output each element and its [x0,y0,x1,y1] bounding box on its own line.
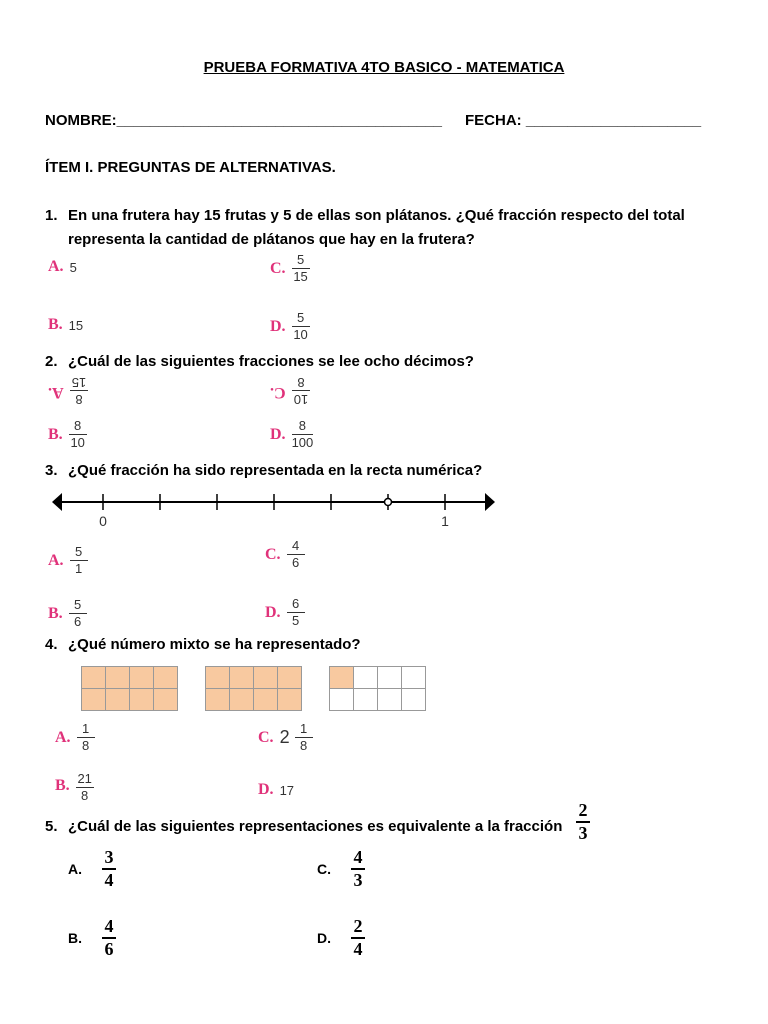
grid-cell [82,667,106,689]
grid-cell [378,689,402,711]
option-letter: D. [270,317,286,335]
fraction [77,722,95,753]
grid-cell [354,689,378,711]
section-heading: ÍTEM I. PREGUNTAS DE ALTERNATIVAS. [45,159,336,176]
numerator: 4 [104,916,114,936]
numerator: 5 [296,310,305,325]
option-letter: B. [68,930,82,946]
grid-cell [378,667,402,689]
numerator: 1 [299,721,308,736]
denominator: 8 [81,788,89,802]
denominator: 4 [104,870,114,890]
grid-cell [330,689,354,711]
grid-cell [354,667,378,689]
grid-cell [106,689,130,711]
q3-option-b[interactable] [48,598,87,629]
fraction-grid-2 [205,666,302,711]
denominator: 8 [296,375,305,390]
option-letter: D. [258,781,274,798]
option-letter: C. [265,545,281,563]
numerator: 1 [81,721,90,736]
fraction [292,375,310,406]
grid-cell [278,689,302,711]
numerator: 2 [578,800,588,820]
question-text [68,204,733,252]
q2-option-b[interactable] [48,419,87,450]
denominator: 15 [293,269,308,284]
fraction [70,375,88,406]
question-text-line-1: En una frutera hay 15 frutas y 5 de ellas son plátanos. ¿Qué fracción respecto del total [68,207,685,224]
numerator: 8 [74,392,83,407]
fraction [102,848,116,890]
fraction [287,597,305,628]
option-letter: A. [48,383,64,401]
question-number: 4. [45,636,58,653]
question-number: 1. [45,207,58,224]
numerator: 4 [353,847,363,867]
number-line-point [385,499,392,506]
fraction [69,419,87,450]
option-letter: D. [270,425,286,443]
grid-cell [154,689,178,711]
denominator: 100 [291,435,314,450]
question-3 [0,459,768,483]
numerator: 5 [296,252,305,267]
q4-option-d[interactable] [258,781,294,799]
option-letter: B. [48,316,63,333]
fraction [102,917,116,959]
q4-option-c[interactable] [258,722,313,753]
q3-option-c[interactable] [265,539,305,570]
fraction [292,253,310,284]
grid-cell [230,689,254,711]
q5-option-d[interactable] [317,917,365,959]
denominator: 10 [70,435,85,450]
grid-cell [206,689,230,711]
option-letter: C. [317,861,331,877]
denominator: 5 [291,613,300,628]
q2-option-a[interactable] [48,375,88,408]
option-letter: A. [48,551,64,569]
option-letter: A. [55,728,71,746]
question-number: 2. [45,353,58,370]
name-line: _______________________________________ [116,112,443,129]
numerator: 4 [291,538,300,553]
numerator: 10 [293,392,308,407]
name-field[interactable] [45,112,442,129]
denominator: 6 [74,614,82,629]
date-field[interactable] [465,112,701,129]
numerator: 5 [74,544,83,559]
question-text-line-2: representa la cantidad de plátanos que hay en la frutera? [68,231,475,248]
denominator: 4 [353,939,363,959]
q1-option-a[interactable] [48,258,77,276]
q3-option-d[interactable] [265,597,305,628]
grid-cell [154,667,178,689]
denominator: 3 [353,870,363,890]
option-value: 5 [69,259,77,275]
q4-option-b[interactable] [55,772,94,802]
option-letter: C. [258,728,274,746]
grid-cell [402,689,426,711]
option-value: 17 [279,782,295,798]
target-fraction [576,801,590,843]
denominator: 10 [293,327,308,342]
fraction [351,917,365,959]
page-title: PRUEBA FORMATIVA 4TO BASICO - MATEMATICA [203,59,565,76]
fraction [292,311,310,342]
question-text: ¿Cuál de las siguientes representaciones es equivalente a la fracción [68,818,563,835]
option-letter: A. [48,258,64,275]
fraction-grid-3 [329,666,426,711]
denominator: 15 [71,375,86,390]
numerator: 5 [74,597,82,612]
grid-cell [106,667,130,689]
numerator: 6 [291,596,300,611]
q2-option-c[interactable] [270,375,310,408]
denominator: 3 [578,823,588,843]
grid-cell [330,667,354,689]
q5-option-a[interactable] [68,848,116,890]
fraction [292,419,314,450]
denominator: 6 [291,555,300,570]
number-line-start-label: 0 [99,513,107,529]
option-letter: A. [68,861,82,877]
denominator: 8 [81,738,90,753]
q5-option-b[interactable] [68,917,116,959]
option-value: 15 [68,317,84,333]
arrow-left-icon [52,493,62,511]
arrow-right-icon [485,493,495,511]
numerator: 8 [298,418,307,433]
question-4 [0,633,768,657]
grid-cell [402,667,426,689]
fraction [287,539,305,570]
q2-option-d[interactable] [270,419,313,450]
grid-cell [82,689,106,711]
numerator: 2 [353,916,363,936]
q1-option-b[interactable] [48,316,83,334]
grid-cell [130,667,154,689]
denominator: 1 [74,561,83,576]
q3-option-a[interactable] [48,545,88,576]
name-label: NOMBRE: [45,112,117,129]
fraction [69,598,87,629]
q5-option-c[interactable] [317,848,365,890]
denominator: 8 [299,738,308,753]
q1-option-c[interactable] [270,253,310,284]
numerator: 8 [74,418,82,433]
grid-cell [278,667,302,689]
number-line [40,486,510,532]
whole-number: 2 [279,727,290,747]
question-text: ¿Qué fracción ha sido representada en la recta numérica? [68,462,483,479]
question-5 [0,815,768,839]
grid-cell [254,689,278,711]
q1-option-d[interactable] [270,311,310,342]
number-line-end-label: 1 [441,513,449,529]
grid-cell [206,667,230,689]
question-text: ¿Cuál de las siguientes fracciones se lee ocho décimos? [68,353,474,370]
option-letter: B. [48,604,63,622]
fraction [70,545,88,576]
question-number: 5. [45,818,58,835]
option-letter: D. [265,603,281,621]
option-letter: D. [317,930,331,946]
question-2 [0,350,768,374]
question-1 [0,204,768,252]
option-letter: C. [270,259,286,277]
q4-option-a[interactable] [55,722,95,753]
denominator: 6 [104,939,114,959]
grid-cell [230,667,254,689]
option-letter: B. [48,425,63,443]
question-number: 3. [45,462,58,479]
fraction-grid-1 [81,666,178,711]
date-line: _____________________ [525,112,702,129]
grid-cell [130,689,154,711]
fraction [351,848,365,890]
question-text: ¿Qué número mixto se ha representado? [68,636,361,653]
fraction [76,772,94,802]
option-letter: B. [55,777,70,794]
date-label: FECHA: [465,112,522,129]
fraction [295,722,313,753]
option-letter: C. [270,383,286,401]
numerator: 21 [77,772,92,786]
numerator: 3 [104,847,114,867]
grid-cell [254,667,278,689]
